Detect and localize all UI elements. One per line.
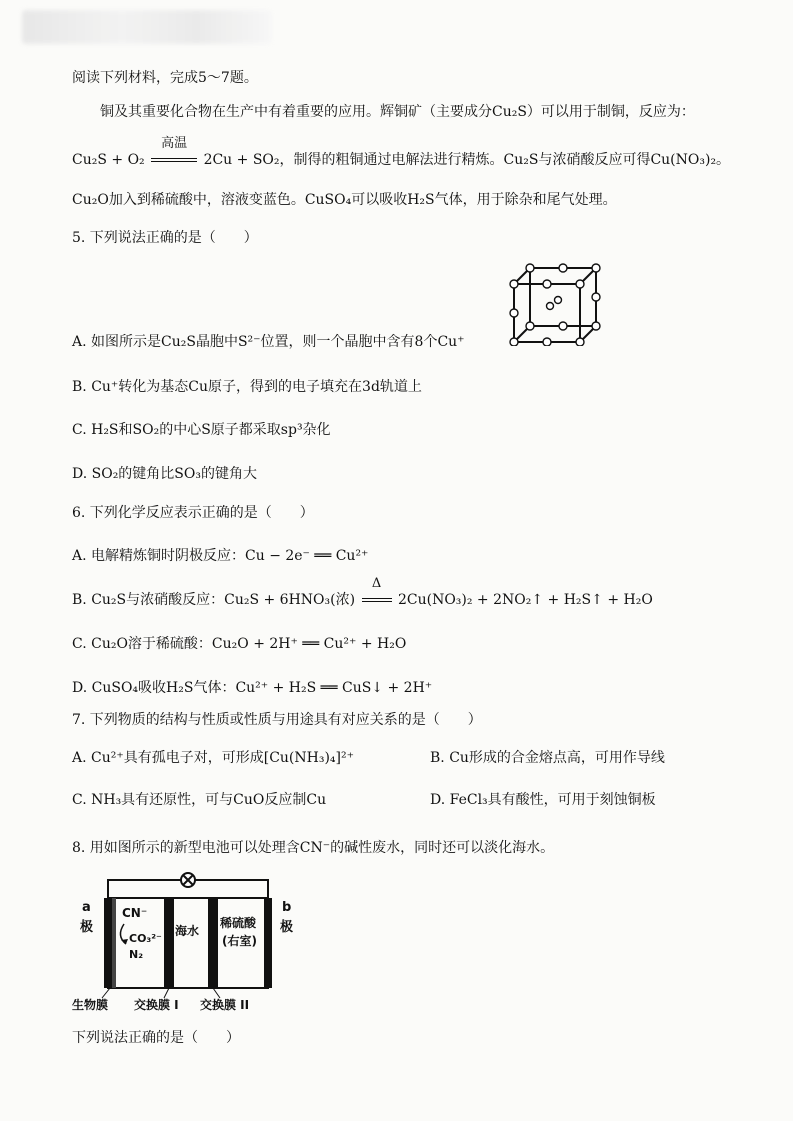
equation-left: Cu₂S + O₂ bbox=[72, 152, 145, 168]
nitrogen-label: N₂ bbox=[129, 948, 144, 961]
electrode-b-ji: 极 bbox=[280, 920, 294, 935]
q5-option-a: A. 如图所示是Cu₂S晶胞中S²⁻位置，则一个晶胞中含有8个Cu⁺ bbox=[72, 334, 465, 350]
q7-option-a: A. Cu²⁺具有孤电子对，可形成[Cu(NH₃)₄]²⁺ bbox=[72, 750, 355, 766]
material-equation-line bbox=[72, 136, 731, 170]
carbonate-label: CO₃²⁻ bbox=[129, 932, 162, 945]
crystal-cell-figure bbox=[508, 262, 604, 346]
material-paragraph-1: 铜及其重要化合物在生产中有着重要的应用。辉铜矿（主要成分Cu₂S）可以用于制铜，反应为： bbox=[100, 104, 695, 120]
q7-option-b: B. Cu形成的合金熔点高，可用作导线 bbox=[430, 750, 665, 766]
q6-option-d: D. CuSO₄吸收H₂S气体：Cu²⁺ + H₂S ══ CuS↓ + 2H⁺ bbox=[72, 680, 433, 696]
blurred-header bbox=[22, 10, 272, 44]
equation-right: 2Cu + SO₂ bbox=[203, 152, 280, 168]
cn-ion-label: CN⁻ bbox=[122, 906, 148, 920]
q6-stem: 6. 下列化学反应表示正确的是（ ） bbox=[72, 505, 314, 521]
q6-b-arrow bbox=[360, 576, 394, 610]
q6-option-c: C. Cu₂O溶于稀硫酸：Cu₂O + 2H⁺ ══ Cu²⁺ + H₂O bbox=[72, 636, 407, 652]
dilute-acid-label: 稀硫酸 bbox=[220, 916, 257, 930]
q7-option-d: D. FeCl₃具有酸性，可用于刻蚀铜板 bbox=[430, 792, 656, 808]
intro-text: 阅读下列材料，完成5～7题。 bbox=[72, 70, 258, 86]
q6-option-b bbox=[72, 576, 653, 610]
q5-option-b: B. Cu⁺转化为基态Cu原子，得到的电子填充在3d轨道上 bbox=[72, 379, 422, 395]
equation-arrow bbox=[149, 136, 199, 170]
electrode-a-ji: 极 bbox=[80, 920, 94, 935]
q5-option-c: C. H₂S和SO₂的中心S原子都采取sp³杂化 bbox=[72, 422, 331, 438]
right-room-label: (右室) bbox=[222, 934, 257, 948]
q6-b-left: B. Cu₂S与浓硝酸反应：Cu₂S + 6HNO₃(浓) bbox=[72, 592, 356, 608]
q7-option-c: C. NH₃具有还原性，可与CuO反应制Cu bbox=[72, 792, 327, 808]
electrode-b-label: b bbox=[282, 900, 292, 915]
membrane-2-label: 交换膜 II bbox=[200, 998, 250, 1012]
membrane-1-label: 交换膜 I bbox=[134, 998, 179, 1012]
q5-option-d: D. SO₂的键角比SO₃的键角大 bbox=[72, 466, 257, 482]
battery-diagram bbox=[72, 868, 312, 1012]
q6-b-condition: Δ bbox=[371, 576, 382, 591]
q5-stem: 5. 下列说法正确的是（ ） bbox=[72, 230, 258, 246]
biofilm-label: 生物膜 bbox=[72, 998, 109, 1012]
q6-option-a: A. 电解精炼铜时阴极反应：Cu − 2e⁻ ══ Cu²⁺ bbox=[72, 548, 369, 564]
q7-stem: 7. 下列物质的结构与性质或性质与用途具有对应关系的是（ ） bbox=[72, 712, 482, 728]
equation-condition: 高温 bbox=[161, 136, 188, 151]
q8-follow-stem: 下列说法正确的是（ ） bbox=[72, 1030, 240, 1046]
electrode-a-label: a bbox=[82, 900, 91, 915]
material-paragraph-2: ，制得的粗铜通过电解法进行精炼。Cu₂S与浓硝酸反应可得Cu(NO₃)₂。 bbox=[279, 152, 731, 168]
q8-stem: 8. 用如图所示的新型电池可以处理含CN⁻的碱性废水，同时还可以淡化海水。 bbox=[72, 840, 555, 856]
seawater-label: 海水 bbox=[175, 924, 200, 938]
q6-b-right: 2Cu(NO₃)₂ + 2NO₂↑ + H₂S↑ + H₂O bbox=[397, 592, 653, 608]
material-paragraph-3: Cu₂O加入到稀硫酸中，溶液变蓝色。CuSO₄可以吸收H₂S气体，用于除杂和尾气处理。 bbox=[72, 192, 617, 208]
